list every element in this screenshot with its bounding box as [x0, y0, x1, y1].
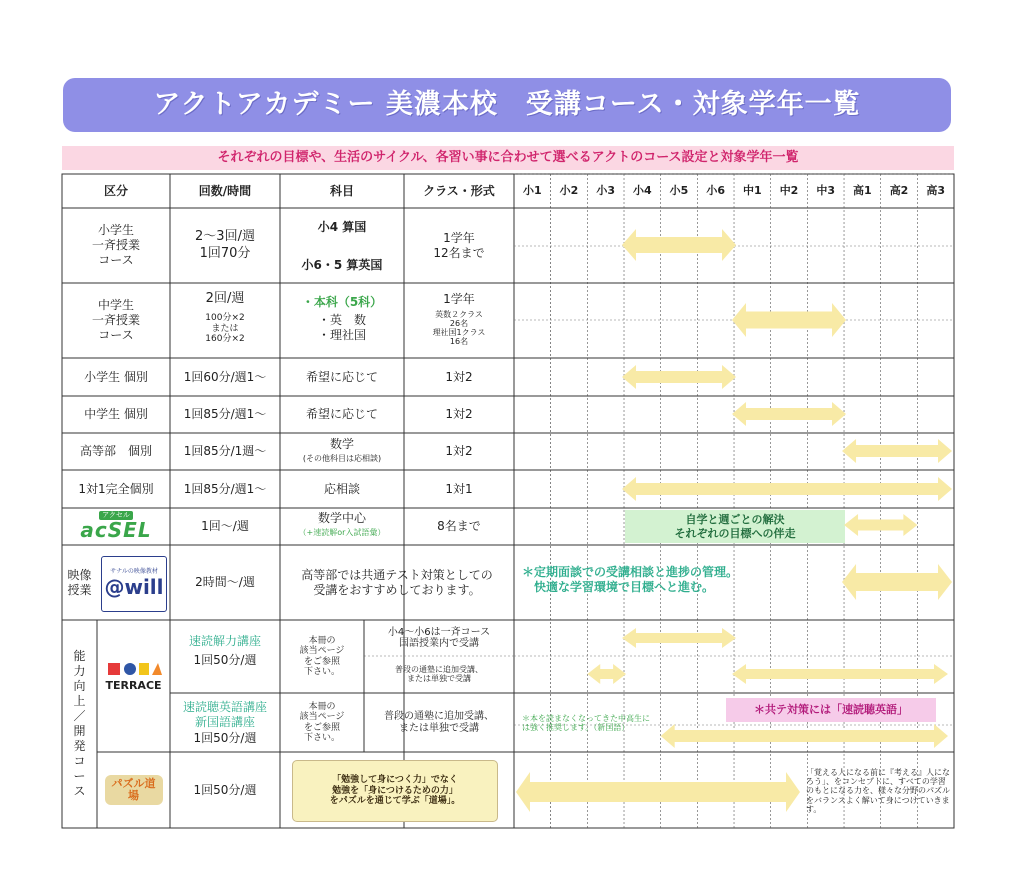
- arrow-one-on-one: [622, 477, 952, 501]
- video-division: 映像 授業: [67, 567, 92, 597]
- header-class: クラス・形式: [423, 183, 495, 198]
- header-division: 区分: [103, 183, 128, 198]
- terrace-logo-icon: [106, 657, 162, 679]
- speed-reading-course: 速読解力講座: [188, 633, 261, 648]
- acsel-class: 8名まで: [437, 519, 481, 533]
- arrow-mid-indiv: [732, 402, 846, 426]
- row-elem-indiv-division: 小学生 個別: [84, 369, 148, 384]
- row-elem-group-class: 1学年 12名まで: [433, 230, 485, 260]
- grade-header: 高3: [926, 184, 946, 198]
- arrow-elem-group: [622, 229, 736, 261]
- acsel-subj-sub: （+速読解or入試語彙）: [298, 528, 386, 538]
- row-elem-group-division: 小学生 一斉授業 コース: [91, 223, 140, 267]
- row-mid-group-class-sub: 英数２クラス 26名 理社国1クラス 16名: [432, 309, 486, 347]
- row-one-on-one-subj: 応相談: [323, 481, 360, 496]
- english-listening-note: ＊本を読まなくなってきた中高生には強く推奨します。（新国語）: [522, 713, 650, 732]
- grade-header: 中2: [779, 184, 799, 198]
- will-logo: [101, 556, 167, 612]
- arrow-mid-group: [732, 303, 846, 337]
- row-mid-group-subj: ・英 数 ・理社国: [317, 313, 366, 342]
- row-mid-group-division: 中学生 一斉授業 コース: [91, 298, 140, 342]
- grade-header: 高2: [889, 184, 909, 198]
- row-high-indiv-subj-sub: (その他科目は応相談): [302, 454, 382, 464]
- english-listening-see: 本冊の 該当ページ をご参照 下さい。: [299, 701, 345, 743]
- row-mid-indiv-class: 1対2: [445, 407, 473, 421]
- arrow-elem-indiv: [622, 365, 736, 389]
- grade-header: 小5: [669, 184, 689, 198]
- arrow-high-indiv: [842, 439, 952, 463]
- terrace-logo: [97, 640, 170, 710]
- grade-header: 小3: [596, 184, 615, 198]
- row-elem-group-subj-b: 小6・5 算英国: [301, 257, 383, 272]
- arrow-puzzle: [516, 772, 800, 812]
- will-logo-main: @will: [104, 575, 164, 600]
- row-elem-indiv-freq: 1回60分/週1〜: [183, 369, 267, 384]
- row-high-indiv-class: 1対2: [445, 444, 473, 458]
- row-mid-group-subj-green: ・本科（5科）: [301, 294, 383, 309]
- puzzle-logo-text: パズル道場: [105, 775, 163, 805]
- grade-header: 高1: [853, 184, 872, 198]
- terrace-logo-text: TERRACE: [105, 679, 162, 693]
- row-elem-indiv-subj: 希望に応じて: [305, 369, 378, 384]
- row-mid-indiv-subj: 希望に応じて: [305, 407, 378, 421]
- english-listening-course: 速読聴英語講座 新国語講座: [182, 700, 267, 729]
- grade-header: 小6: [706, 184, 725, 198]
- video-note: ＊定期面談での受講相談と進捗の管理。 快適な学習環境で目標へと進む。: [522, 565, 739, 594]
- arrow-english-listening: [661, 724, 948, 748]
- row-elem-group-freq: 2〜3回/週 1回70分: [195, 229, 255, 261]
- speed-reading-see: 本冊の 該当ページ をご参照 下さい。: [299, 635, 345, 677]
- grade-header: 小1: [523, 184, 542, 198]
- row-mid-group-freq-sub: 100分×2 または 160分×2: [205, 313, 245, 345]
- puzzle-freq: 1回50分/週: [193, 782, 257, 797]
- row-one-on-one-class: 1対1: [445, 481, 473, 496]
- puzzle-scroll: 「勉強して身につく力」でなく 勉強を「身につけるための力」 をパズルを通じて学ぶ「道場」。: [292, 760, 498, 822]
- row-mid-indiv-division: 中学生 個別: [84, 407, 148, 421]
- grade-header: 中1: [743, 184, 762, 198]
- row-high-indiv-subj: 数学: [329, 436, 354, 451]
- speed-reading-desc-a: 小4〜小6は一斉コース 国語授業内で受講: [387, 626, 491, 649]
- ability-division: 能 力 向 上 ／ 開 発 コ ー ス: [73, 649, 86, 798]
- acsel-logo-tag: アクセル: [99, 511, 133, 520]
- pink-note: ＊共テ対策には「速読聴英語」: [754, 703, 908, 717]
- english-listening-desc: 普段の通塾に追加受講、 または単独で受講: [384, 711, 494, 734]
- acsel-logo-text: acSEL: [80, 517, 152, 542]
- grade-header: 中3: [816, 184, 836, 198]
- speed-reading-freq: 1回50分/週: [193, 652, 257, 667]
- arrow-speed-reading-3: [587, 664, 626, 684]
- arrow-speed-reading-mid-high: [732, 664, 948, 684]
- will-logo-top: サナルの映像教材: [110, 567, 158, 575]
- page-title: アクトアカデミー 美濃本校 受講コース・対象学年一覧: [63, 78, 951, 132]
- row-mid-group-freq: 2回/週: [205, 290, 245, 306]
- row-high-indiv-division: 高等部 個別: [79, 444, 152, 458]
- acsel-freq: 1回〜/週: [201, 519, 249, 533]
- puzzle-logo: [97, 762, 170, 818]
- row-mid-group-class: 1学年: [443, 291, 475, 306]
- grade-header: 小4: [633, 184, 652, 198]
- row-one-on-one-freq: 1回85分/週1〜: [183, 481, 267, 496]
- acsel-subj: 数学中心: [317, 510, 366, 525]
- page-subtitle: それぞれの目標や、生活のサイクル、各習い事に合わせて選べるアクトのコース設定と対象学年一覧: [62, 146, 954, 170]
- arrow-video: [842, 564, 952, 600]
- video-subj: 高等部では共通テスト対策としての 受講をおすすめしております。: [301, 567, 493, 597]
- header-frequency: 回数/時間: [198, 183, 252, 198]
- header-subject: 科目: [329, 183, 354, 198]
- puzzle-note: 「覚える人になる前に『考える』人になろう」、をコンセプトに、すべての学習のもとになる力を、様々な分野のパズルをバランスよく解いて身につけていきます。: [806, 768, 950, 814]
- row-high-indiv-freq: 1回85分/1週〜: [183, 444, 267, 458]
- row-mid-indiv-freq: 1回85分/週1〜: [183, 407, 267, 421]
- english-listening-freq: 1回50分/週: [193, 730, 257, 745]
- arrow-speed-reading-elem: [622, 628, 736, 648]
- speed-reading-desc-b: 普段の通塾に追加受講、 または単独で受講: [395, 664, 483, 683]
- row-elem-indiv-class: 1対2: [445, 369, 473, 384]
- acsel-note: 自学と週ごとの解決 それぞれの目標への伴走: [674, 512, 796, 540]
- row-elem-group-subj-a: 小4 算国: [317, 219, 367, 234]
- video-freq: 2時間〜/週: [195, 575, 255, 589]
- grade-header: 小2: [559, 184, 579, 198]
- arrow-acsel: [844, 514, 917, 536]
- acsel-logo: [62, 508, 170, 545]
- row-one-on-one-division: 1対1完全個別: [78, 481, 154, 496]
